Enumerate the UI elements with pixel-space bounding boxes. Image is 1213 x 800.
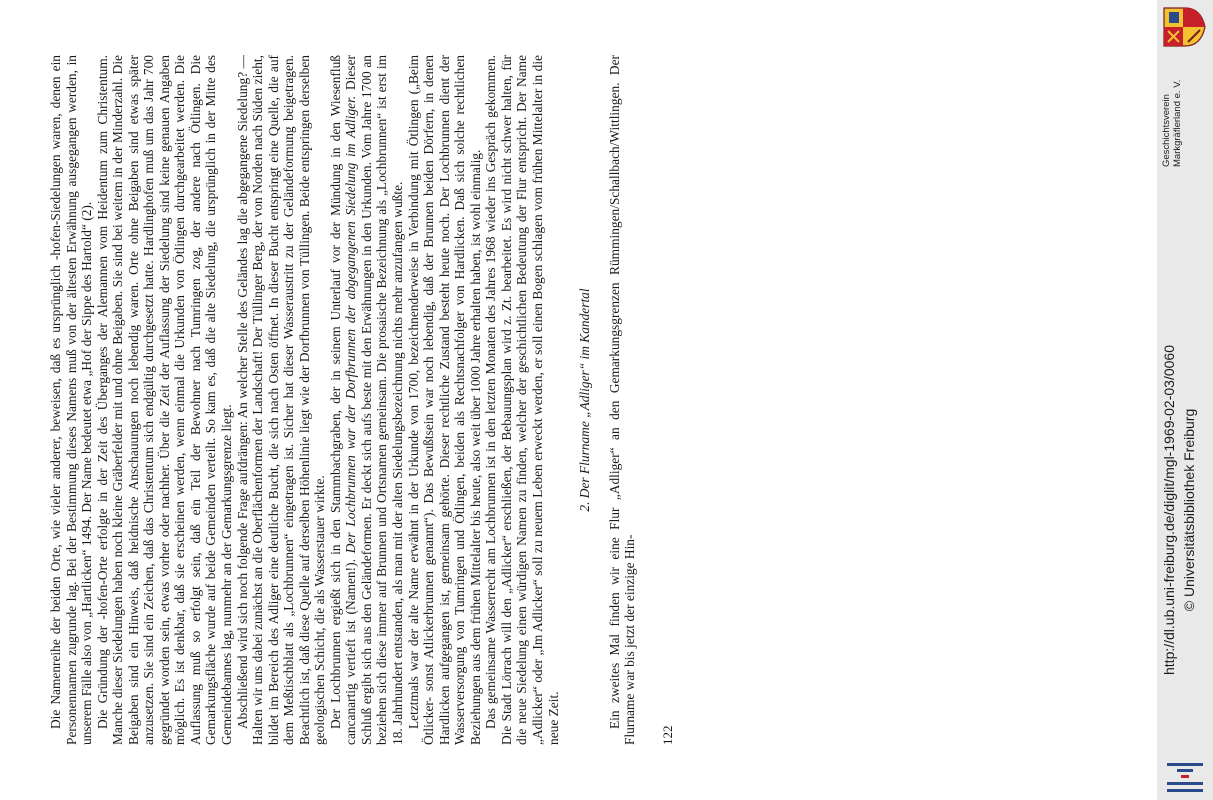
section-heading: 2. Der Flurname „Adliger“ im Kandertal: [577, 288, 593, 512]
ub-freiburg-logo-icon: [1163, 758, 1207, 794]
copyright-notice: © Universitätsbibliothek Freiburg: [1181, 408, 1197, 612]
page-number: 122: [659, 725, 675, 745]
society-name-line-2: Markgräflerland e. V.: [1172, 79, 1183, 167]
paragraph-3: Abschließend wird sich noch folgende Frage aufdrängen: An welcher Stelle des Geländes lag die abgegangene Siedelung? — Halten wir uns dabei zunächst an die Oberflächenformen der Landschaft! Der Tüllinger Berg, der von Norden nach Süden zieht, bildet im Bereich des Adliger eine deutliche Bucht, die sich nach Osten öffnet. In dieser Bucht entspringt eine Quelle, die auf dem Meßtischblatt als „Lochbrunnen“ eingetragen ist. Sicher hat dieser Wasseraustritt zu der Geländeformung beigetragen. Beachtlich ist, daß diese Quelle auf derselben Höhenlinie liegt wie der Dorfbrunnen von Tüllingen. Beide entspringen derselben geologischen Schicht, die als Wasserstauer wirkte.: [234, 55, 328, 745]
coat-of-arms-icon: [1161, 4, 1207, 50]
paragraph-6: Das gemeinsame Wasserrecht am Lochbrunnen ist in den letzten Monaten des Jahres 1968 wieder ins Gespräch gekommen. Die Stadt Lörrach will den „Adlicker“ erschließen, der Bebauungsplan wird z. Zt. bearbeitet. Es wird nicht schwer halten, für die neue Siedelung einen würdigen Namen zu finden, welcher der geschichtlichen Bedeutung der Flur entspricht. Der Name „Adlicker“ oder „Im Adlicker“ soll zu neuem Leben erweckt werden, er soll einen Bogen schlagen vom frühen Mittelalter in die neue Zeit.: [483, 55, 561, 745]
paragraph-4-part-2: Dieser Schluß ergibt sich aus den Geländeformen. Er deckt sich aufs beste mit den Erwähnungen in den Urkunden. Vom Jahre 1700 an beziehen sich diese immer auf Brunnen und Ortsnamen gemeinsam. Die prosaische Bezeichnung als „Lochbrunnen“ ist erst im 18. Jahrhundert entstanden, als man mit der alten Siedelungsbezeichnung nichts mehr anzufangen wußte.: [343, 55, 406, 745]
paragraph-5: Letztmals war der alte Name erwähnt in der Urkunde von 1700, bezeichnenderweise in Verbindung mit Ötlingen („Beim Ötlicker- sonst Atlickerbrunnen genannt“). Das Bewußtsein war noch lebendig, daß der Brunnen beiden Dörfern, in denen Hardlicken aufgegangen ist, gemeinsam gehörte. Dieser rechtliche Zustand besteht heute noch. Der Lochbrunnen dient der Wasserversorgung von Tumringen und Ötlingen, beiden als Rechtsnachfolger von Hardlicken. Daß sich solche rechtlichen Beziehungen aus dem frühen Mittelalter bis heute, also weit über 1000 Jahre erhalten haben, ist wohl einmalig.: [405, 55, 483, 745]
footer-rotated: [1157, 0, 1213, 800]
paragraph-4-part-1: Der Lochbrunnen ergießt sich in den Stammbachgraben, der in seinem Unterlauf vor der Mündung in den Wiesenfluß cancanartig vertieft ist (Namen!).: [327, 55, 359, 745]
paragraph-4-emphasis: Der Lochbrunnen war der Dorfbrunnen der abgegangenen Siedelung im Adliger.: [343, 95, 359, 554]
society-name: [1161, 57, 1183, 167]
library-footer-band: [1157, 0, 1213, 800]
page-text-block: [48, 55, 1048, 745]
paragraph-2: Die Gründung der -hofen-Orte erfolgte in der Zeit des Überganges der Alemannen vom Heidentum zum Christentum. Manche dieser Siedelungen haben noch kleine Gräberfelder mit und ohne Beigaben. Sie sind bei weitem in der Minderzahl. Die Beigaben sind ein Hinweis, daß heidnische Anschauungen noch lebendig waren. Orte ohne Beigaben sind etwas später anzusetzen. Sie sind ein Zeichen, daß das Christentum sich endgültig durchgesetzt hatte. Hardlinghofen muß um das Jahr 700 gegründet worden sein, etwas vorher oder nachher. Über die Zeit der Auflassung der Siedelung sind keine genauen Angaben möglich. Es ist denkbar, daß sie erscheinen werden, wenn einmal die Urkunden von Ötlingen durchgearbeitet werden. Die Auflassung muß so erfolgt sein, daß ein Teil der Bewohner nach Tumringen zog, der andere nach Ötlingen. Die Gemarkungsfläche wurde auf beide Gemeinden verteilt. So kam es, daß die alte Siedelung, die ursprünglich in der Mitte des Gemeindebannes lag, nunmehr an der Gemarkungsgrenze liegt.: [94, 55, 235, 745]
paragraph-1: Die Namenreihe der beiden Orte, wie vieler anderer, beweisen, daß es ursprünglich -hofen-Siedelungen waren, denen ein Personennamen zugrunde lag. Bei der Bestimmung dieses Namens muß von der ältesten Erwähnung ausgegangen werden, in unserem Fälle also von „Hartlicken“ 1494. Der Name bedeutet etwa „Hof der Sippe des Hartold“ (2).: [48, 55, 95, 745]
paragraph-7: Ein zweites Mal finden wir eine Flur „Adliger“ an den Gemarkungsgrenzen Rümmingen/Schallbach/Wittlingen. Der Flurname war bis jetzt der einzige Hin-: [606, 55, 638, 745]
society-name-line-1: Geschichtsverein: [1161, 94, 1172, 167]
footer-text: [1159, 295, 1199, 725]
source-url-link[interactable]: http://dl.ub.uni-freiburg.de/diglit/mgl-1969-02-03/0060: [1161, 345, 1177, 675]
rotated-page-wrapper: [48, 0, 1048, 800]
paragraph-4: [328, 55, 406, 745]
